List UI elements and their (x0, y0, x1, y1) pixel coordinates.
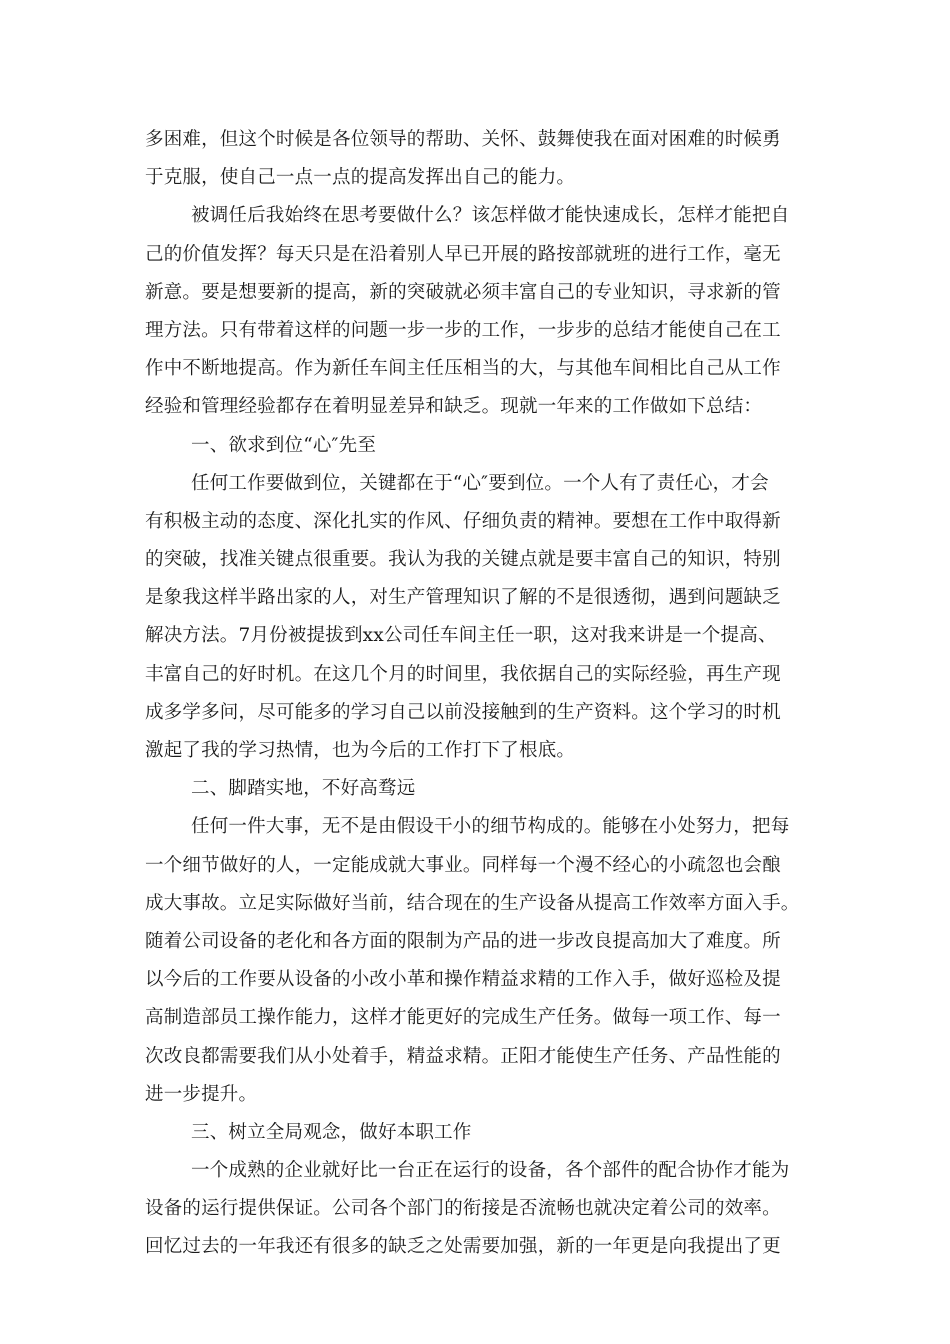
text-line: 随着公司设备的老化和各方面的限制为产品的进一步改良提高加大了难度。所 (145, 930, 781, 952)
text-line: 解决方法。7月份被提拔到xx公司任车间主任一职，这对我来讲是一个提高、 (145, 625, 777, 647)
text-line: 二、脚踏实地，不好高骛远 (191, 778, 416, 800)
text-line: 一个成熟的企业就好比一台正在运行的设备，各个部件的配合协作才能为 (191, 1160, 790, 1182)
text-line: 次改良都需要我们从小处着手，精益求精。正阳才能使生产任务、产品性能的 (145, 1045, 781, 1067)
text-line: 任何工作要做到位，关键都在于“心″要到位。一个人有了责任心，才会 (191, 472, 769, 494)
text-line: 丰富自己的好时机。在这几个月的时间里，我依据自己的实际经验，再生产现 (145, 663, 781, 685)
text-line: 的突破，找准关键点很重要。我认为我的关键点就是要丰富自己的知识，特别 (145, 549, 781, 571)
text-line: 以今后的工作要从设备的小改小革和操作精益求精的工作入手，做好巡检及提 (145, 969, 781, 991)
text-line: 成多学多问，尽可能多的学习自己以前没接触到的生产资料。这个学习的时机 (145, 701, 781, 723)
text-line: 一个细节做好的人，一定能成就大事业。同样每一个漫不经心的小疏忽也会酿 (145, 854, 781, 876)
text-line: 多困难，但这个时候是各位领导的帮助、关怀、鼓舞使我在面对困难的时候勇 (145, 129, 781, 150)
text-line: 高制造部员工操作能力，这样才能更好的完成生产任务。做每一项工作、每一 (145, 1007, 781, 1029)
text-line: 有积极主动的态度、深化扎实的作风、仔细负责的精神。要想在工作中取得新 (145, 510, 781, 532)
text-line: 作中不断地提高。作为新任车间主任压相当的大，与其他车间相比自己从工作 (145, 358, 781, 380)
text-line: 于克服，使自己一点一点的提高发挥出自己的能力。 (145, 167, 576, 189)
text-line: 成大事故。立足实际做好当前，结合现在的生产设备从提高工作效率方面入手。 (145, 892, 800, 914)
text-line: 三、树立全局观念，做好本职工作 (191, 1121, 472, 1143)
text-line: 己的价值发挥？每天只是在沿着别人早已开展的路按部就班的进行工作，毫无 (145, 243, 781, 265)
text-line: 经验和管理经验都存在着明显差异和缺乏。现就一年来的工作做如下总结： (145, 396, 763, 418)
text-line: 一、欲求到位“心″先至 (191, 434, 377, 456)
text-line: 进一步提升。 (145, 1083, 258, 1105)
text-line: 是象我这样半路出家的人，对生产管理知识了解的不是很透彻，遇到问题缺乏 (145, 587, 781, 609)
document-body (145, 121, 805, 1267)
text-line: 任何一件大事，无不是由假设干小的细节构成的。能够在小处努力，把每 (191, 816, 790, 838)
text-line: 新意。要是想要新的提高，新的突破就必须丰富自己的专业知识，寻求新的管 (145, 281, 781, 303)
text-line: 设备的运行提供保证。公司各个部门的衔接是否流畅也就决定着公司的效率。 (145, 1198, 781, 1220)
text-line: 激起了我的学习热情，也为今后的工作打下了根底。 (145, 740, 576, 761)
text-line: 理方法。只有带着这样的问题一步一步的工作，一步步的总结才能使自己在工 (145, 319, 781, 341)
text-line: 回忆过去的一年我还有很多的缺乏之处需要加强，新的一年更是向我提出了更 (145, 1236, 781, 1258)
text-line: 被调任后我始终在思考要做什么？该怎样做才能快速成长，怎样才能把自 (191, 205, 790, 227)
